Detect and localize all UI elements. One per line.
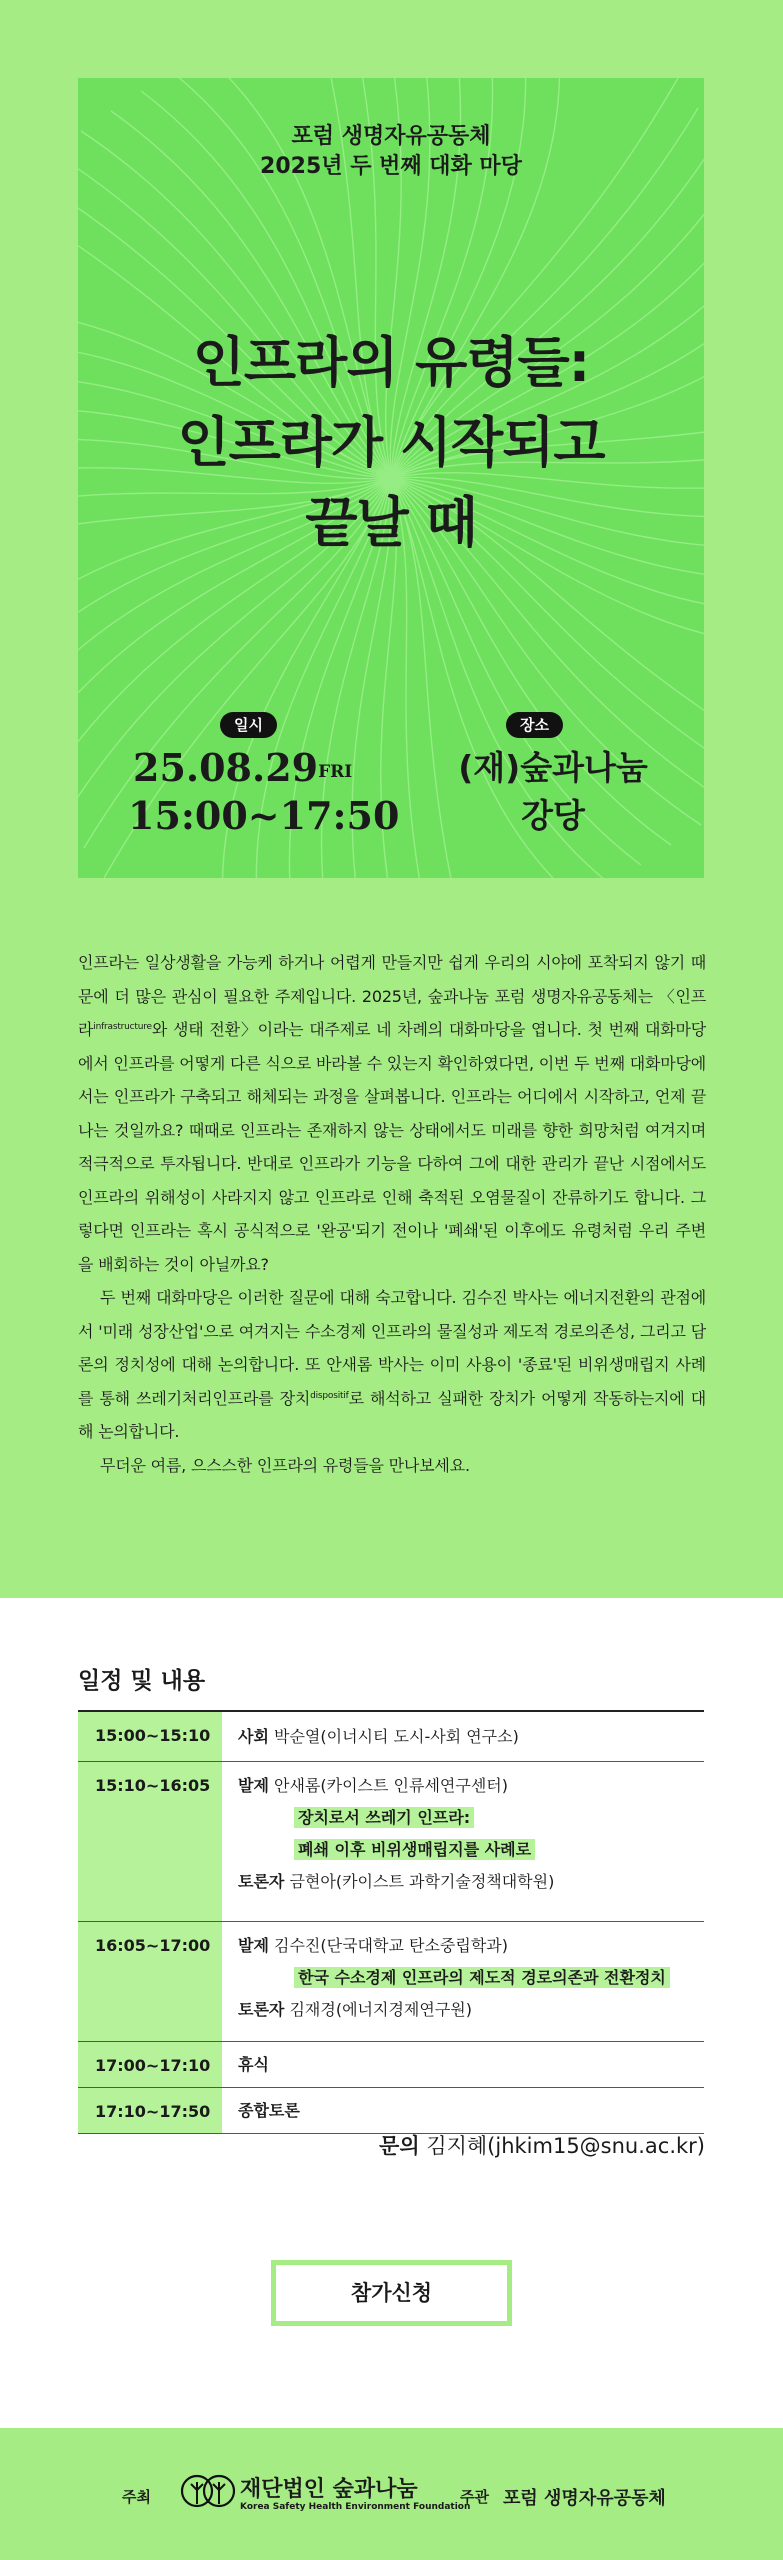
host-name: 재단법인 숲과나눔 xyxy=(240,2477,418,2502)
foundation-logo-icon xyxy=(180,2468,236,2514)
table-row: 17:00~17:10 휴식 xyxy=(78,2042,704,2088)
table-row: 17:10~17:50 종합토론 xyxy=(78,2088,704,2134)
event-series: 2025년 두 번째 대화 마당 xyxy=(260,154,522,179)
intro-text xyxy=(78,946,706,1482)
organizer-label: 주관 xyxy=(460,2488,489,2506)
intro-paragraph: 인프라는 일상생활을 가능케 하거나 어렵게 만들지만 쉽게 우리의 시야에 포착되지 않기 때문에 더 많은 관심이 필요한 주제입니다. 2025년, 숲과나눔 포럼 생명자유공동체는 〈인프라$^{infrastructure}$와 생태 전환〉이라는 대주제로 네 차례의 대화마당을 엽니다. 첫 번째 대화마당에서 인프라를 어떻게 다른 식으로 바라볼 수 있는지 확인하였다면, 이번 두 번째 대화마당에서는 인프라가 구축되고 해체되는 과정을 살펴봅니다. 인프라는 어디에서 시작하고, 언제 끝나는 것일까요? 때때로 인프라는 존재하지 않는 상태에서도 미래를 향한 희망처럼 여겨지며 적극적으로 투자됩니다. 반대로 인프라가 기능을 다하여 그에 대한 관리가 끝난 시점에서도 인프라의 위해성이 사라지지 않고 인프라로 인해 축적된 오염물질이 잔류하기도 합니다. 그렇다면 인프라는 혹시 공식적으로 '완공'되기 전이나 '폐쇄'된 이후에도 유령처럼 우리 주변을 배회하는 것이 아닐까요? xyxy=(78,953,706,1274)
organizer-line: 포럼 생명자유공동체 xyxy=(291,124,491,149)
host-name-en: Korea Safety Health Environment Foundation xyxy=(240,2502,471,2512)
organizer-name: 포럼 생명자유공동체 xyxy=(503,2488,666,2509)
event-date: $25.08.29^{FRI}$ xyxy=(133,745,353,790)
intro-paragraph: 두 번째 대화마당은 이러한 질문에 대해 숙고합니다. 김수진 박사는 에너지전환의 관점에서 '미래 성장산업'으로 여겨지는 수소경제 인프라의 물질성과 제도적 경로의존성, 그리고 담론의 정치성에 대해 논의합니다. 또 안새롬 박사는 이미 사용이 '종료'된 비위생매립지 사례를 통해 쓰레기처리인프라를 장치$^{dispositif}$로 해석하고 실패한 장치가 어떻게 작동하는지에 대해 논의합니다. xyxy=(78,1288,706,1441)
schedule-title: 일정 및 내용 xyxy=(78,1668,206,1694)
talk-title: 장치로서 쓰레기 인프라: xyxy=(294,1807,474,1828)
footer xyxy=(0,2428,783,2560)
table-row: 16:05~17:00 발제 김수진(단국대학교 탄소중립학과) 한국 수소경제 인프라의 제도적 경로의존과 전환정치 토론자 김재경(에너지경제연구원) xyxy=(78,1922,704,2042)
page-title: 인프라의 유령들: 인프라가 시작되고 끝날 때 xyxy=(177,331,605,554)
contact-info: 문의 김지혜(jhkim15@snu.ac.kr) xyxy=(379,2134,705,2158)
date-label-badge: 일시 xyxy=(220,712,277,738)
venue-name: (재)숲과나눔 xyxy=(458,748,648,787)
talk-title: 폐쇄 이후 비위생매립지를 사례로 xyxy=(294,1839,535,1860)
host-label: 주최 xyxy=(122,2488,151,2506)
venue-room: 강당 xyxy=(521,796,585,835)
table-row: 15:10~16:05 발제 안새롬(카이스트 인류세연구센터) 장치로서 쓰레기 인프라: 폐쇄 이후 비위생매립지를 사례로 토론자 금현아(카이스트 과학기술정책대학원) xyxy=(78,1762,704,1922)
place-label-badge: 장소 xyxy=(506,712,563,738)
event-poster xyxy=(78,78,704,878)
event-time: 15:00~17:50 xyxy=(128,793,400,838)
schedule-table xyxy=(78,1710,704,2134)
table-row: 15:00~15:10 사회 박순열(이너시티 도시-사회 연구소) xyxy=(78,1712,704,1762)
intro-paragraph: 무더운 여름, 으스스한 인프라의 유령들을 만나보세요. xyxy=(100,1455,470,1475)
talk-title: 한국 수소경제 인프라의 제도적 경로의존과 전환정치 xyxy=(294,1967,670,1988)
apply-button[interactable]: 참가신청 xyxy=(271,2260,512,2326)
